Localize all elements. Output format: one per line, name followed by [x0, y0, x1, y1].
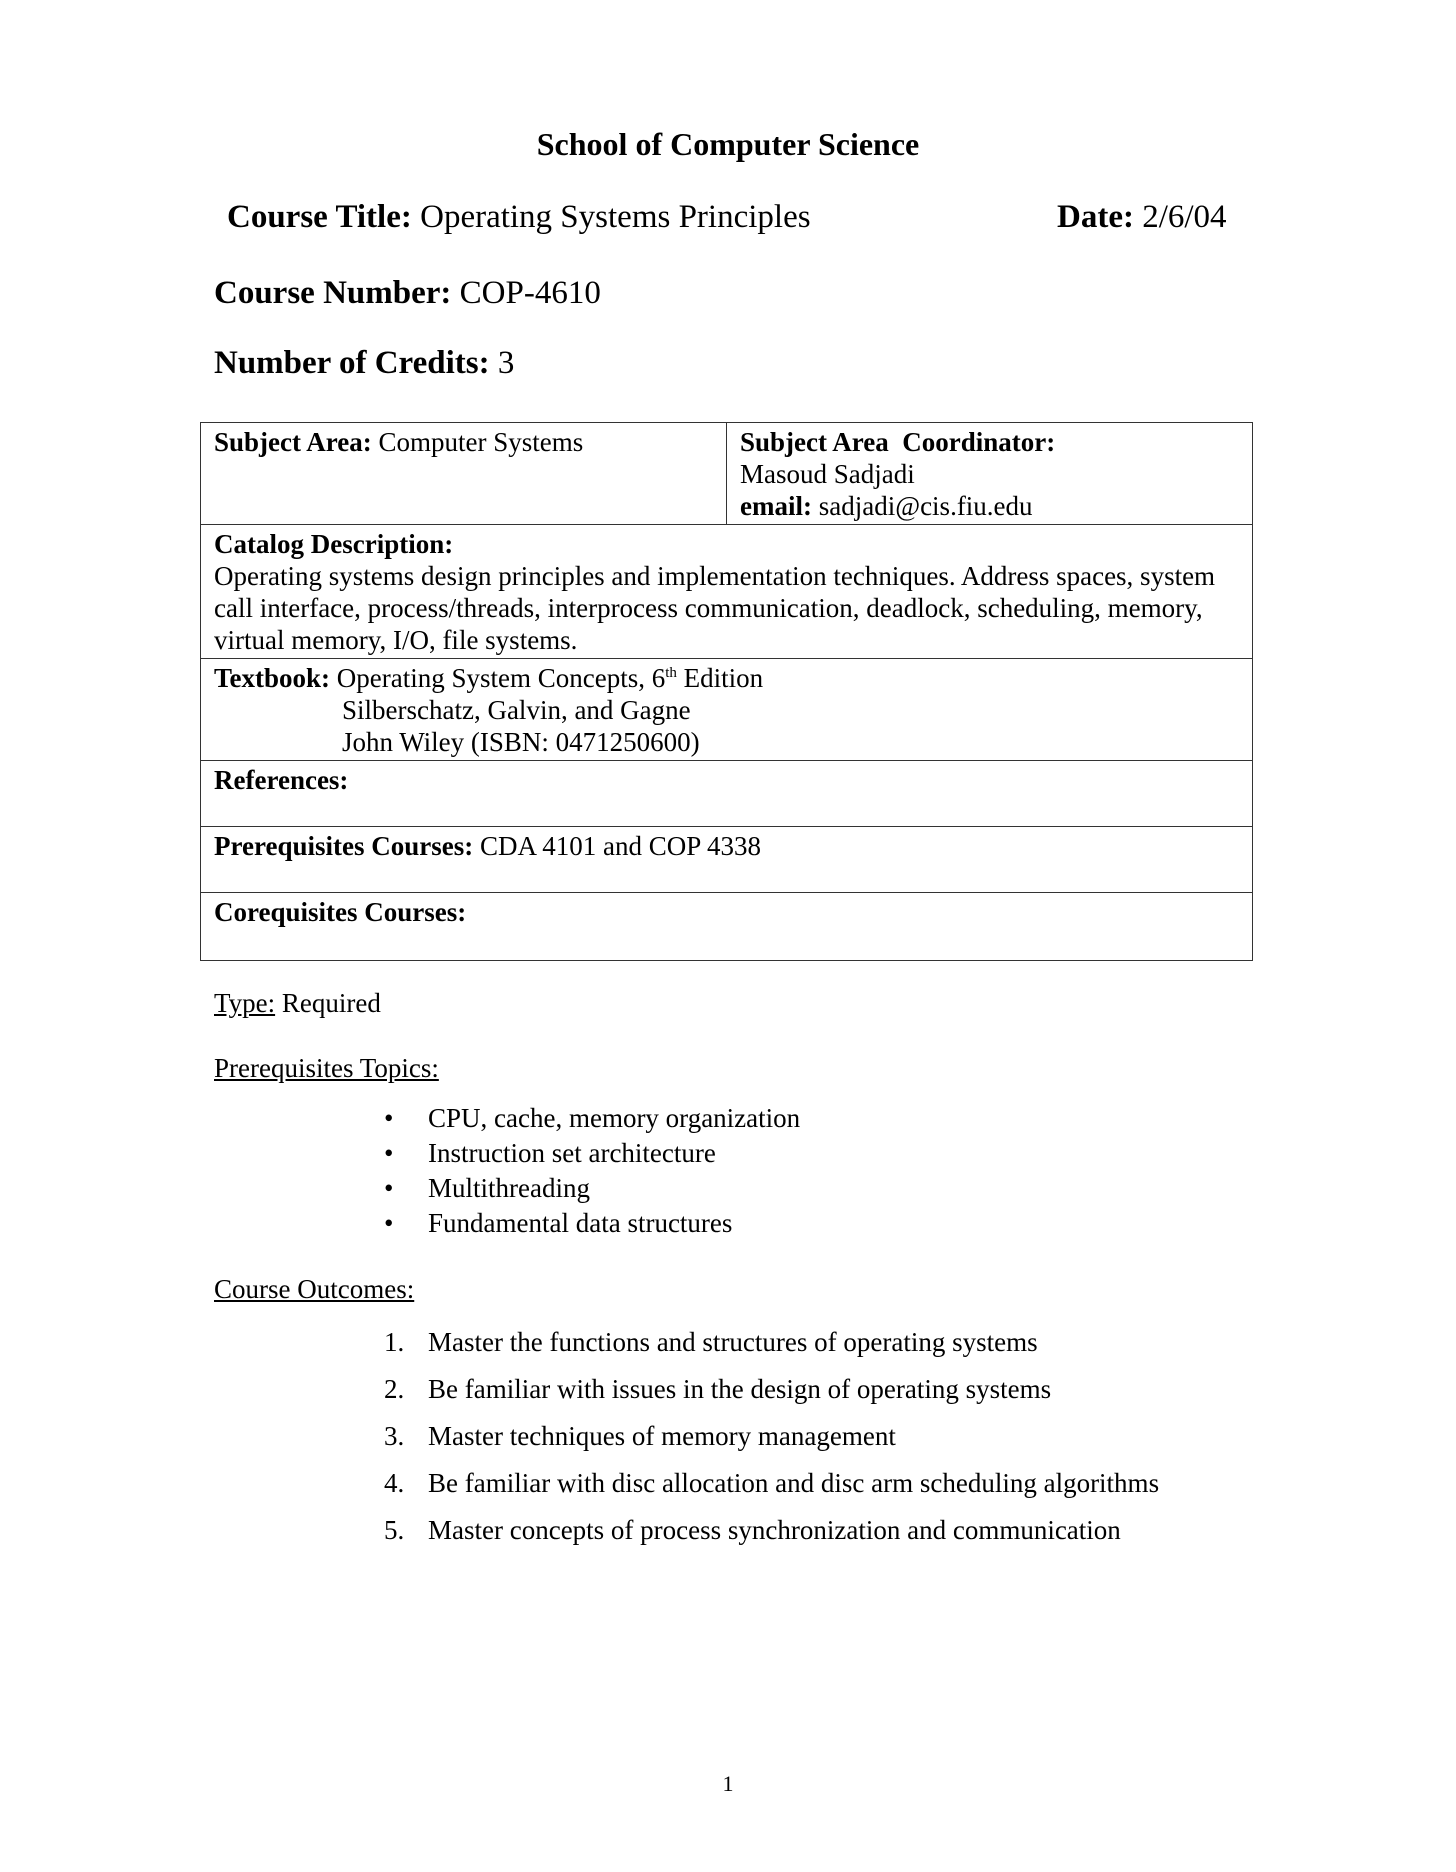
textbook-title-line [214, 662, 1240, 694]
coordinator-cell [727, 423, 1253, 525]
page-number: 1 [722, 1771, 734, 1796]
outcome-number: 3. [384, 1421, 405, 1451]
catalog-row [201, 525, 1253, 659]
outcomes-label: Course Outcomes: [214, 1274, 415, 1304]
credits-value: 3 [497, 345, 515, 381]
prereq-topics-list [384, 1101, 800, 1241]
subject-row [201, 423, 1253, 525]
outcome-number: 1. [384, 1327, 405, 1357]
list-item: • CPU, cache, memory organization [384, 1101, 800, 1136]
course-number-line [214, 273, 601, 313]
coordinator-name: Masoud Sadjadi [740, 459, 915, 489]
date-label: Date: [1057, 199, 1134, 235]
outcome-number: 4. [384, 1468, 405, 1498]
outcome-number: 2. [384, 1374, 405, 1404]
outcome-text: Master the functions and structures of operating systems [428, 1327, 1038, 1357]
course-title-line [227, 197, 811, 237]
textbook-authors: Silberschatz, Galvin, and Gagne [342, 695, 691, 725]
references-label: References: [214, 765, 349, 795]
outcome-text: Master concepts of process synchronization and communication [428, 1515, 1121, 1545]
textbook-row [201, 659, 1253, 761]
textbook-label: Textbook: [214, 663, 331, 693]
catalog-cell [201, 525, 1253, 659]
list-item: • Instruction set architecture [384, 1136, 800, 1171]
school-heading: School of Computer Science [536, 126, 920, 162]
email-value: sadjadi@cis.fiu.edu [818, 491, 1033, 521]
date-value: 2/6/04 [1142, 199, 1227, 235]
outcomes-list [384, 1319, 1159, 1554]
outcome-number: 5. [384, 1515, 405, 1545]
list-item [384, 1319, 1159, 1366]
corequisites-label: Corequisites Courses: [214, 897, 467, 927]
prerequisites-value: CDA 4101 and COP 4338 [479, 831, 761, 861]
type-value: Required [281, 988, 381, 1018]
course-info-table [200, 422, 1253, 961]
list-item [384, 1413, 1159, 1460]
list-item: • Multithreading [384, 1171, 800, 1206]
list-item [384, 1507, 1159, 1554]
textbook-cell [201, 659, 1253, 761]
prereq-topics-label: Prerequisites Topics: [214, 1053, 439, 1083]
corequisites-cell [201, 893, 1253, 961]
email-label: email: [740, 491, 812, 521]
bullet-icon: • [384, 1138, 394, 1168]
textbook-edition: Edition [676, 663, 764, 693]
prerequisites-row [201, 827, 1253, 893]
textbook-publisher: John Wiley (ISBN: 0471250600) [342, 727, 700, 757]
textbook-title: Operating System Concepts, 6 [336, 663, 666, 693]
references-cell [201, 761, 1253, 827]
bullet-icon: • [384, 1103, 394, 1133]
textbook-edition-sup: th [665, 665, 677, 681]
date-line [1057, 197, 1227, 237]
subject-area-value: Computer Systems [378, 427, 584, 457]
references-row [201, 761, 1253, 827]
type-line [214, 988, 381, 1019]
subject-area-label: Subject Area: [214, 427, 372, 457]
corequisites-row [201, 893, 1253, 961]
coordinator-email-line [740, 490, 1240, 522]
list-item [384, 1460, 1159, 1507]
course-title-label: Course Title: [227, 199, 412, 235]
bullet-icon: • [384, 1208, 394, 1238]
credits-label: Number of Credits: [214, 345, 490, 381]
course-number-value: COP-4610 [459, 275, 601, 311]
list-item [384, 1366, 1159, 1413]
prerequisites-cell [201, 827, 1253, 893]
course-title-value: Operating Systems Principles [420, 199, 811, 235]
bullet-icon: • [384, 1173, 394, 1203]
outcome-text: Be familiar with issues in the design of operating systems [428, 1374, 1052, 1404]
subject-area-cell [201, 423, 727, 525]
outcome-text: Be familiar with disc allocation and disc arm scheduling algorithms [428, 1468, 1160, 1498]
outcome-text: Master techniques of memory management [428, 1421, 896, 1451]
course-number-label: Course Number: [214, 275, 452, 311]
type-label: Type: [214, 988, 276, 1018]
prerequisites-label: Prerequisites Courses: [214, 831, 474, 861]
credits-line [214, 343, 514, 383]
catalog-label: Catalog Description: [214, 529, 454, 559]
catalog-text: Operating systems design principles and implementation techniques. Address spaces, system call interface, process/threads, interprocess communication, deadlock, scheduling, memory, virtual memory, I/O, file systems. [214, 561, 1216, 655]
coordinator-label: Subject Area Coordinator: [740, 427, 1056, 457]
list-item: • Fundamental data structures [384, 1206, 800, 1241]
